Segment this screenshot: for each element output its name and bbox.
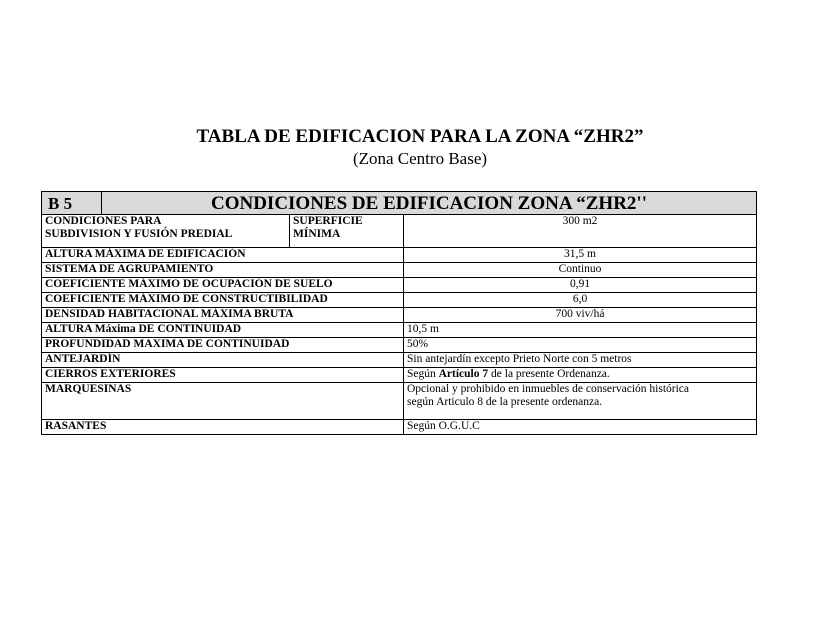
row-label [42,215,290,248]
table-row [42,293,757,308]
row-value: 50% [404,338,757,353]
table-row [42,248,757,263]
row-value: 0,91 [404,278,757,293]
row-value: 6,0 [404,293,757,308]
row-label: CIERROS EXTERIORES [42,368,404,383]
table-row-subdivision [42,215,757,248]
row-value: 300 m2 [404,215,757,248]
row-sublabel [290,215,404,248]
row-value: Continuo [404,263,757,278]
row-value: 700 viv/há [404,308,757,323]
article-reference: Artículo 7 [438,368,489,380]
table-row-marquesinas [42,383,757,420]
table-header-row [42,192,757,215]
value-text: Según [407,368,439,380]
table-row [42,323,757,338]
row-value [404,383,757,420]
table-row [42,263,757,278]
table-row [42,308,757,323]
row-value: 10,5 m [404,323,757,338]
row-label: RASANTES [42,420,404,435]
page-title: TABLA DE EDIFICACION PARA LA ZONA “ZHR2” [196,126,644,147]
row-label: COEFICIENTE MÁXIMO DE OCUPACIÓN DE SUELO [42,278,404,293]
table-row [42,353,757,368]
row-label: DENSIDAD HABITACIONAL MÁXIMA BRUTA [42,308,404,323]
table-heading: CONDICIONES DE EDIFICACION ZONA “ZHR2'' [102,192,757,215]
row-label: COEFICIENTE MÁXIMO DE CONSTRUCTIBILIDAD [42,293,404,308]
value-text: de la presente Ordenanza. [488,368,610,380]
row-label: ALTURA MÁXIMA DE EDIFICACIÓN [42,248,404,263]
row-label-line: SUBDIVISION Y FUSIÓN PREDIAL [45,228,233,240]
table-row-cierros [42,368,757,383]
row-value: 31,5 m [404,248,757,263]
row-label-line: CONDICIONES PARA [45,215,162,227]
row-value: Según O.G.U.C [404,420,757,435]
row-label: ANTEJARDÍN [42,353,404,368]
row-label: MARQUESINAS [42,383,404,420]
table-row-rasantes [42,420,757,435]
row-label: ALTURA Máxima DE CONTINUIDAD [42,323,404,338]
edification-table [41,191,757,435]
value-line: Opcional y prohibido en inmuebles de conservación histórica [407,383,689,395]
row-sublabel-line: MÍNIMA [293,228,341,240]
row-label: PROFUNDIDAD MAXIMA DE CONTINUIDAD [42,338,404,353]
row-value: Sin antejardín excepto Prieto Norte con 5 metros [404,353,757,368]
table-row [42,278,757,293]
row-label: SISTEMA DE AGRUPAMIENTO [42,263,404,278]
table-row [42,338,757,353]
table-code: B 5 [42,192,102,215]
row-sublabel-line: SUPERFICIE [293,215,363,227]
value-line: según Articulo 8 de la presente ordenanza. [407,396,603,408]
row-value [404,368,757,383]
page-subtitle: (Zona Centro Base) [352,149,488,168]
